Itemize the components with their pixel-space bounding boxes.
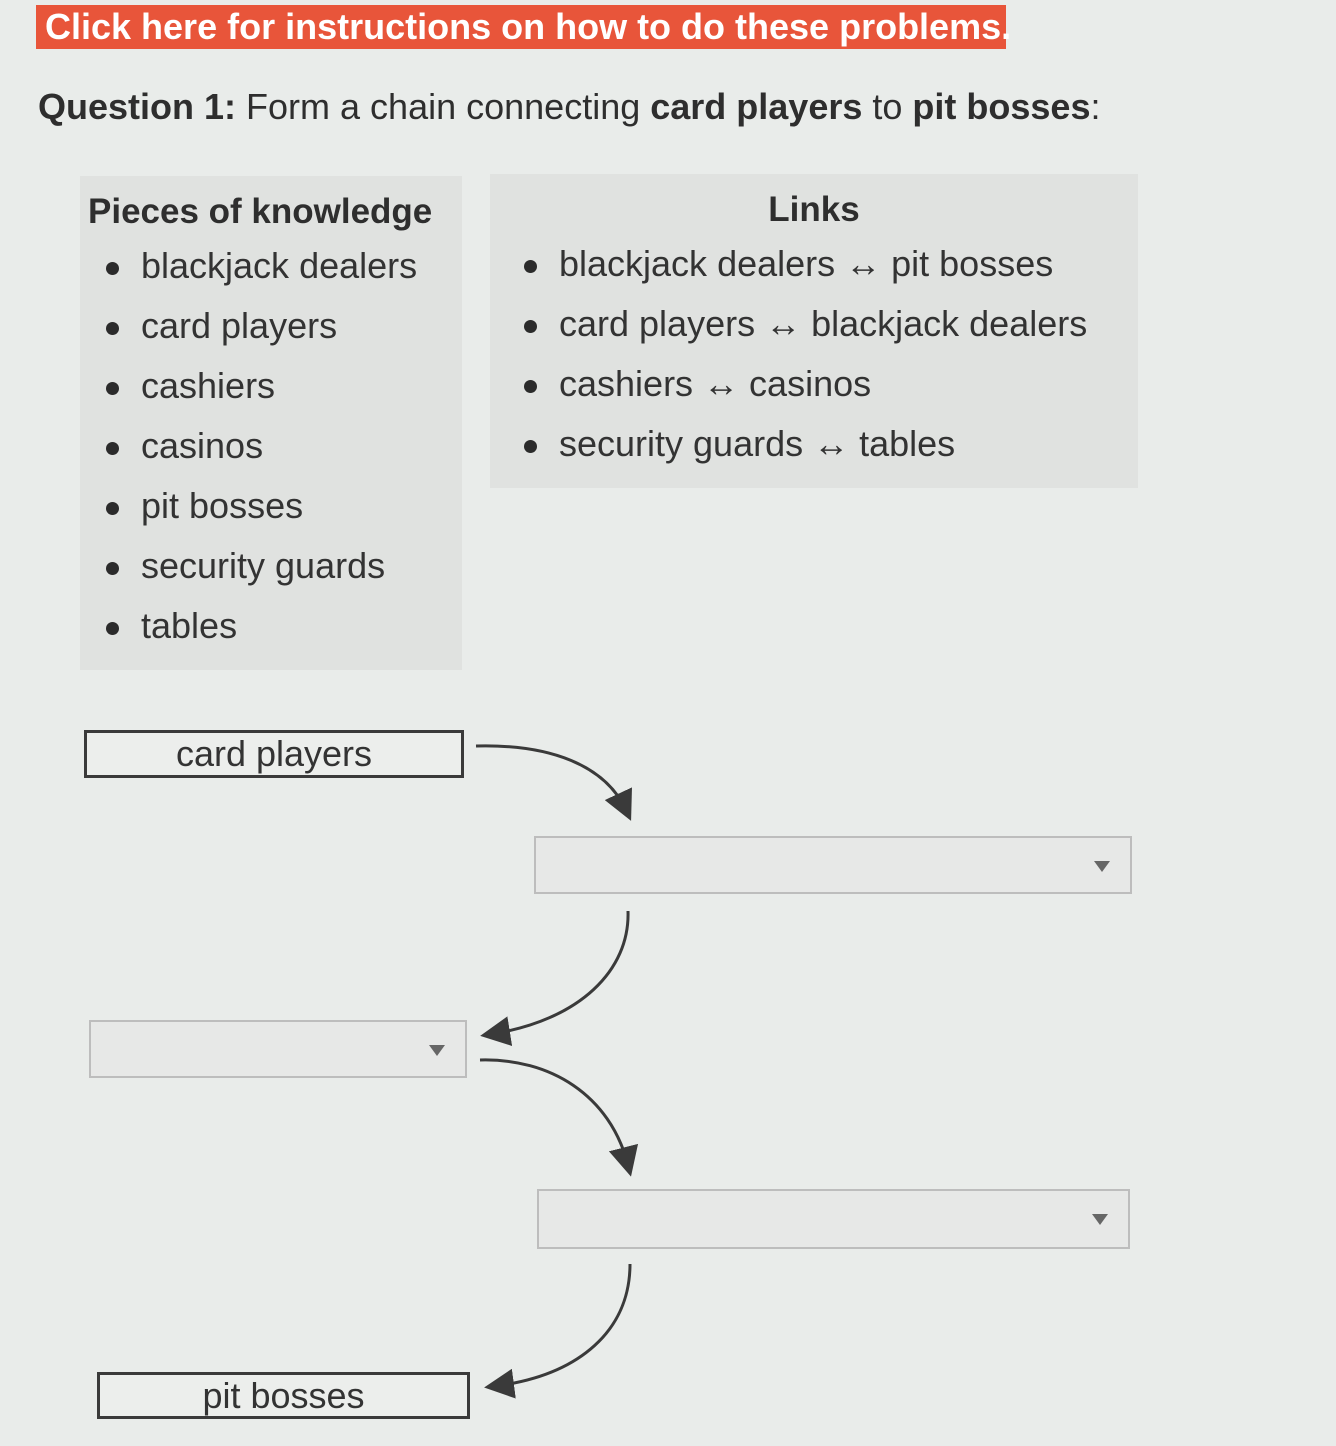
- link-item: card players ↔ blackjack dealers: [522, 298, 1087, 358]
- knowledge-heading: Pieces of knowledge: [88, 192, 433, 231]
- question-start-term: card players: [650, 86, 863, 127]
- knowledge-item: pit bosses: [104, 480, 417, 540]
- knowledge-item: card players: [104, 300, 417, 360]
- instructions-link[interactable]: Click here for instructions on how to do these problems.: [36, 5, 1006, 49]
- question-text-before: Form a chain connecting: [236, 86, 651, 127]
- chain-start-box: card players: [84, 730, 464, 778]
- knowledge-item: cashiers: [104, 360, 417, 420]
- link-item: security guards ↔ tables: [522, 418, 1087, 478]
- knowledge-item: tables: [104, 600, 417, 660]
- link-item: blackjack dealers ↔ pit bosses: [522, 238, 1087, 298]
- arrow-icon: [480, 1060, 628, 1165]
- knowledge-item: security guards: [104, 540, 417, 600]
- question-text-after: :: [1090, 86, 1101, 127]
- arrow-icon: [492, 911, 628, 1034]
- links-heading: Links: [768, 190, 860, 229]
- knowledge-item: casinos: [104, 420, 417, 480]
- question-label: Question 1:: [38, 86, 237, 127]
- knowledge-item: blackjack dealers: [104, 240, 417, 300]
- arrow-icon: [496, 1264, 630, 1386]
- link-item: cashiers ↔ casinos: [522, 358, 1087, 418]
- question-end-term: pit bosses: [912, 86, 1091, 127]
- chain-end-box: pit bosses: [97, 1372, 470, 1419]
- arrow-icon: [476, 746, 626, 810]
- question-text-middle: to: [862, 86, 913, 127]
